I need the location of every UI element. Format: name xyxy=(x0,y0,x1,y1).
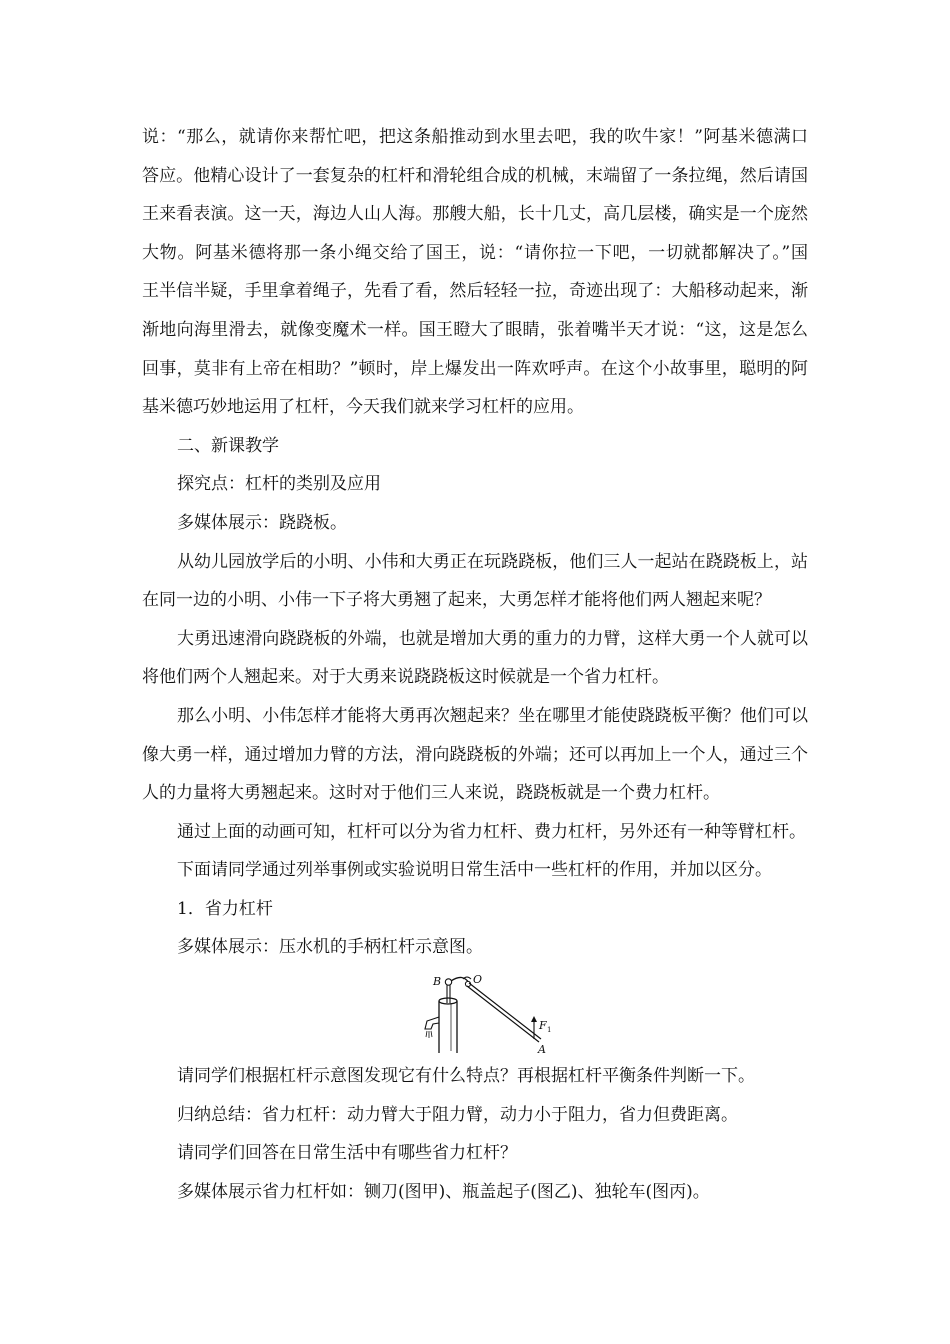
text-line: 王来看表演。这一天，海边人山人海。那艘大船，长十几丈，高几层楼，确实是一个庞然 xyxy=(142,204,808,225)
pump-lever-figure xyxy=(142,969,808,1055)
text-line: 请同学们回答在日常生活中有哪些省力杠杆？ xyxy=(177,1143,517,1164)
section-heading: 二、新课教学 xyxy=(177,435,279,456)
post-figure-section xyxy=(142,1057,808,1211)
text-line: 多媒体展示省力杠杆如：铡刀(图甲)、瓶盖起子(图乙)、独轮车(图丙)。 xyxy=(177,1181,710,1202)
text-line: 渐地向海里滑去，就像变魔术一样。国王瞪大了眼睛，张着嘴半天才说：“这，这是怎么 xyxy=(142,319,808,340)
text-line: 回事，莫非有上帝在相助？”顿时，岸上爆发出一阵欢呼声。在这个小故事里，聪明的阿 xyxy=(142,358,808,379)
text-line: 基米德巧妙地运用了杠杆，今天我们就来学习杠杆的应用。 xyxy=(142,397,584,418)
pump-lever-diagram xyxy=(417,971,557,1057)
text-line: 请同学们根据杠杆示意图发现它有什么特点？再根据杠杆平衡条件判断一下。 xyxy=(177,1066,755,1087)
text-line: 在同一边的小明、小伟一下子将大勇翘了起来，大勇怎样才能将他们两人翘起来呢？ xyxy=(142,590,771,611)
text-line: 王半信半疑，手里拿着绳子，先看了看，然后轻轻一拉，奇迹出现了：大船移动起来，渐 xyxy=(142,281,808,302)
question-paragraph xyxy=(142,697,808,813)
topic-heading: 探究点：杠杆的类别及应用 xyxy=(177,474,381,495)
document-page xyxy=(142,118,808,1211)
label-b: B xyxy=(433,975,442,989)
text-line: 那么小明、小伟怎样才能将大勇再次翘起来？坐在哪里才能使跷跷板平衡？他们可以 xyxy=(177,705,808,726)
label-f-sub: 1 xyxy=(547,1026,552,1035)
text-line: 像大勇一样，通过增加力臂的方法，滑向跷跷板的外端；还可以再加上一个人，通过三个 xyxy=(142,744,808,765)
story-paragraph xyxy=(142,118,808,427)
media-note: 多媒体展示：压水机的手柄杠杆示意图。 xyxy=(177,937,483,958)
media-note: 多媒体展示：跷跷板。 xyxy=(177,512,347,533)
text-line: 从幼儿园放学后的小明、小伟和大勇正在玩跷跷板，他们三人一起站在跷跷板上，站 xyxy=(177,551,808,572)
examples-prompt: 下面请同学通过列举事例或实验说明日常生活中一些杠杆的作用，并加以区分。 xyxy=(177,860,772,881)
text-line: 人的力量将大勇翘起来。这时对于他们三人来说，跷跷板就是一个费力杠杆。 xyxy=(142,783,720,804)
text-line: 说：“那么，就请你来帮忙吧，把这条船推动到水里去吧，我的吹牛家！”阿基米德满口 xyxy=(142,127,808,147)
dayong-paragraph xyxy=(142,620,808,697)
label-f: F xyxy=(539,1019,547,1033)
seesaw-scenario-paragraph xyxy=(142,543,808,620)
text-line: 大物。阿基米德将那一条小绳交给了国王，说：“请你拉一下吧，一切就都解决了。”国 xyxy=(142,242,808,263)
text-line: 将他们两个人翘起来。对于大勇来说跷跷板这时候就是一个省力杠杆。 xyxy=(142,667,669,688)
text-line: 大勇迅速滑向跷跷板的外端，也就是增加大勇的重力的力臂，这样大勇一个人就可以 xyxy=(177,628,808,649)
lever-types-paragraph: 通过上面的动画可知，杠杆可以分为省力杠杆、费力杠杆，另外还有一种等臂杠杆。 xyxy=(177,821,806,842)
subsection-heading: 1．省力杠杆 xyxy=(177,898,273,919)
label-a: A xyxy=(538,1043,546,1057)
text-line: 答应。他精心设计了一套复杂的杠杆和滑轮组合成的机械，末端留了一条拉绳，然后请国 xyxy=(142,165,808,186)
summary-line: 归纳总结：省力杠杆：动力臂大于阻力臂，动力小于阻力，省力但费距离。 xyxy=(177,1104,738,1125)
label-o: O xyxy=(473,973,483,987)
